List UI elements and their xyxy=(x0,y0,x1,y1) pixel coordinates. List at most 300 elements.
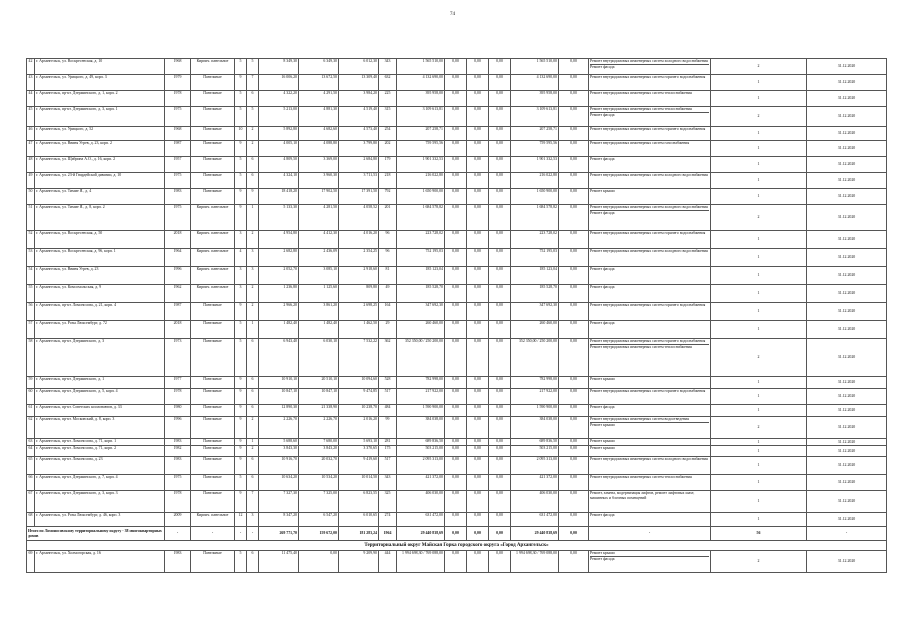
year-cell: 1973 xyxy=(165,339,191,377)
works-cell xyxy=(589,417,711,439)
total-cost-cell: 689 836,50 xyxy=(397,439,445,446)
district-header: Территориальный округ Майская Горка городского округа «Город Архангельск» xyxy=(27,541,887,551)
owners-funds-cell: 1 994 698,30 / 769 088,00 xyxy=(511,551,559,573)
entrances-cell: 5 xyxy=(247,59,259,75)
row-number: 65 xyxy=(27,457,35,475)
other-cost-cell: 0,00 xyxy=(559,157,589,173)
works-cell xyxy=(589,107,711,127)
works-cell xyxy=(589,513,711,527)
address-cell: г. Архангельск, пр-кт. Дзержинского, д. 3, корп. 3 xyxy=(35,491,165,513)
floors-cell: 5 xyxy=(235,475,247,491)
wall-material-cell: Кирпич. панельное xyxy=(191,59,235,75)
work-item: Ремонт фасада xyxy=(590,321,615,325)
fund-cell: 0,00 xyxy=(445,457,467,475)
deadline-cell: 31.12.2020 xyxy=(807,285,887,303)
deadline-cell: 31.12.2020 xyxy=(807,457,887,475)
other-cost-cell: 0,00 xyxy=(559,59,589,75)
row-number: 47 xyxy=(27,141,35,157)
summary-res-cell: 1964 xyxy=(379,527,397,541)
floors-cell: 9 xyxy=(235,491,247,513)
table-row xyxy=(27,267,887,285)
residents-cell: 315 xyxy=(379,107,397,127)
living-area-cell: 4 291,50 xyxy=(299,91,339,107)
other-cost-cell: 0,00 xyxy=(559,231,589,249)
wall-material-cell: Панельные xyxy=(191,173,235,189)
works-cell xyxy=(589,475,711,491)
floors-cell: 10 xyxy=(235,127,247,141)
page-number: 74 xyxy=(450,12,455,17)
floors-cell: 4 xyxy=(235,249,247,267)
wall-material-cell: Кирпич. панельное xyxy=(191,267,235,285)
other-cost-cell: 0,00 xyxy=(559,249,589,267)
table-row xyxy=(27,249,887,267)
residents-cell: 484 xyxy=(379,405,397,417)
fund-cell: 0,00 xyxy=(445,231,467,249)
work-item: Ремонт крыши xyxy=(590,189,615,193)
table-row xyxy=(27,439,887,446)
work-item: Ремонт крыши xyxy=(590,439,615,443)
owners-funds-cell: 406 030,00 xyxy=(511,491,559,513)
living-area-cell: 1 125,60 xyxy=(299,285,339,303)
other-cost-cell: 0,00 xyxy=(559,91,589,107)
work-count-cell: 1 xyxy=(711,127,807,141)
entrances-cell: 3 xyxy=(247,513,259,527)
address-cell: г. Архангельск, ул. Холмогорская, д. 16 xyxy=(35,551,165,573)
residents-cell: 81 xyxy=(379,267,397,285)
entrances-cell: 2 xyxy=(247,303,259,321)
deadline-cell: 31.12.2020 xyxy=(807,249,887,267)
owned-area-cell: 6 010,65 xyxy=(339,513,379,527)
total-cost-cell: 207 258,71 xyxy=(397,127,445,141)
work-item: Ремонт внутридомовых инженерных систем холодного водоснабжения xyxy=(590,249,708,253)
total-area-cell: 6 943,40 xyxy=(259,339,299,377)
work-count-cell: 1 xyxy=(711,321,807,339)
living-area-cell: 4 412,30 xyxy=(299,231,339,249)
regional-budget-cell: 0,00 xyxy=(467,205,489,231)
wall-material-cell: Панельные xyxy=(191,127,235,141)
total-cost-cell: 216 022,80 xyxy=(397,173,445,189)
row-number: 64 xyxy=(27,446,35,457)
year-cell: 1979 xyxy=(165,75,191,91)
other-cost-cell: 0,00 xyxy=(559,75,589,91)
deadline-cell: 31.12.2020 xyxy=(807,513,887,527)
residents-cell: 201 xyxy=(379,205,397,231)
entrances-cell: 2 xyxy=(247,446,259,457)
address-cell: г. Архангельск, пр-кт. Ломоносова, д. 23 xyxy=(35,457,165,475)
address-cell: г. Архангельск, ул. Розы Люксембург, д. 72 xyxy=(35,321,165,339)
wall-material-cell: Панельные xyxy=(191,303,235,321)
regional-budget-cell: 0,00 xyxy=(467,141,489,157)
owned-area-cell: 10 094,60 xyxy=(339,377,379,389)
total-area-cell: 2 682,80 xyxy=(259,249,299,267)
owners-funds-cell: 384 038,00 xyxy=(511,417,559,439)
other-cost-cell: 0,00 xyxy=(559,513,589,527)
row-number: 62 xyxy=(27,417,35,439)
total-cost-cell: 347 692,30 xyxy=(397,303,445,321)
owners-funds-cell: 782 998,00 xyxy=(511,377,559,389)
total-area-cell: 10 910,10 xyxy=(259,377,299,389)
works-cell xyxy=(589,205,711,231)
owners-funds-cell: 216 022,80 xyxy=(511,173,559,189)
wall-material-cell: Панельные xyxy=(191,457,235,475)
table-row xyxy=(27,321,887,339)
deadline-cell: 31.12.2020 xyxy=(807,59,887,75)
wall-material-cell: Панельные xyxy=(191,446,235,457)
work-count-cell: 1 xyxy=(711,491,807,513)
work-count-cell: 1 xyxy=(711,157,807,173)
deadline-cell: 31.12.2020 xyxy=(807,127,887,141)
summary-date-cell: - xyxy=(807,527,887,541)
work-count-cell: 1 xyxy=(711,439,807,446)
table-row xyxy=(27,205,887,231)
local-budget-cell: 0,00 xyxy=(489,205,511,231)
address-cell: г. Архангельск, ул. Урицкого, д. 52 xyxy=(35,127,165,141)
table-row xyxy=(27,231,887,249)
regional-budget-cell: 0,00 xyxy=(467,439,489,446)
work-item: Ремонт, замена, модернизация лифтов, ремонт лифтовых шахт, машинных и блочных помещений xyxy=(590,491,695,500)
work-count-cell: 2 xyxy=(711,417,807,439)
regional-budget-cell: 0,00 xyxy=(467,457,489,475)
work-count-cell: 1 xyxy=(711,457,807,475)
total-cost-cell: 352 350,00 / 250 200,00 xyxy=(397,339,445,377)
year-cell: 1968 xyxy=(165,59,191,75)
fund-cell: 0,00 xyxy=(445,405,467,417)
floors-cell: 9 xyxy=(235,205,247,231)
table-row xyxy=(27,59,887,75)
entrances-cell: 6 xyxy=(247,457,259,475)
total-area-cell: 5 213,00 xyxy=(259,107,299,127)
owned-area-cell: 3 711,53 xyxy=(339,173,379,189)
deadline-cell: 31.12.2020 xyxy=(807,267,887,285)
wall-material-cell: Кирпич. панельное xyxy=(191,205,235,231)
summary-fl-cell: - xyxy=(235,527,247,541)
address-cell: г. Архангельск, ул. Комсомольская, д. 9 xyxy=(35,285,165,303)
fund-cell: 0,00 xyxy=(445,513,467,527)
total-cost-cell: 185 528,70 xyxy=(397,285,445,303)
table-row xyxy=(27,91,887,107)
wall-material-cell: Панельные xyxy=(191,107,235,127)
living-area-cell: 4 281,50 xyxy=(299,205,339,231)
fund-cell: 0,00 xyxy=(445,157,467,173)
residents-cell: 218 xyxy=(379,173,397,189)
year-cell: 1983 xyxy=(165,439,191,446)
living-area-cell: 10 847,10 xyxy=(299,389,339,405)
other-cost-cell: 0,00 xyxy=(559,457,589,475)
table-row xyxy=(27,189,887,205)
work-item: Ремонт фасада xyxy=(590,556,709,562)
local-budget-cell: 0,00 xyxy=(489,389,511,405)
wall-material-cell: Кирпич. панельное xyxy=(191,249,235,267)
living-area-cell: 4 881,30 xyxy=(299,107,339,127)
work-count-cell: 1 xyxy=(711,475,807,491)
deadline-cell: 31.12.2020 xyxy=(807,75,887,91)
fund-cell: 0,00 xyxy=(445,551,467,573)
address-cell: г. Архангельск, пр-кт. Дзержинского, д. 5, корп. 4 xyxy=(35,389,165,405)
floors-cell: 9 xyxy=(235,389,247,405)
summary-k-cell: 56 xyxy=(711,527,807,541)
work-count-cell: 1 xyxy=(711,389,807,405)
entrances-cell: 2 xyxy=(247,127,259,141)
wall-material-cell: Панельные xyxy=(191,491,235,513)
year-cell: 1983 xyxy=(165,189,191,205)
wall-material-cell: Кирпич. панельное xyxy=(191,285,235,303)
deadline-cell: 31.12.2020 xyxy=(807,231,887,249)
floors-cell: 9 xyxy=(235,189,247,205)
works-cell xyxy=(589,377,711,389)
total-area-cell: 4 322,20 xyxy=(259,91,299,107)
work-item: Ремонт внутридомовых инженерных систем теплоснабжения xyxy=(590,91,692,95)
regional-budget-cell: 0,00 xyxy=(467,157,489,173)
total-cost-cell: 1 684 578,82 xyxy=(397,205,445,231)
work-count-cell: 2 xyxy=(711,339,807,377)
year-cell: 2009 xyxy=(165,513,191,527)
wall-material-cell: Панельные xyxy=(191,551,235,573)
year-cell: 1987 xyxy=(165,141,191,157)
row-number: 61 xyxy=(27,405,35,417)
owners-funds-cell: 1 684 578,82 xyxy=(511,205,559,231)
address-cell: г. Архангельск, пр-кт. Ломоносова, д. 21, корп. 4 xyxy=(35,303,165,321)
owners-funds-cell: 689 836,50 xyxy=(511,439,559,446)
row-number: 48 xyxy=(27,157,35,173)
year-cell: 1968 xyxy=(165,127,191,141)
owned-area-cell: 3 799,80 xyxy=(339,141,379,157)
works-cell xyxy=(589,446,711,457)
works-cell xyxy=(589,303,711,321)
entrances-cell: 1 xyxy=(247,439,259,446)
total-area-cell: 10 847,10 xyxy=(259,389,299,405)
row-number: 49 xyxy=(27,173,35,189)
entrances-cell: 6 xyxy=(247,389,259,405)
summary-label: Итого по Ломоносовскому территориальному округу - 38 многоквартирных домов xyxy=(27,527,165,541)
table-row xyxy=(27,303,887,321)
local-budget-cell: 0,00 xyxy=(489,189,511,205)
residents-cell: 517 xyxy=(379,389,397,405)
work-item: Ремонт фасада xyxy=(590,267,615,271)
local-budget-cell: 0,00 xyxy=(489,551,511,573)
row-number: 68 xyxy=(27,513,35,527)
entrances-cell: 1 xyxy=(247,205,259,231)
year-cell: 1962 xyxy=(165,285,191,303)
owners-funds-cell: 217 922,00 xyxy=(511,389,559,405)
row-number: 50 xyxy=(27,189,35,205)
local-budget-cell: 0,00 xyxy=(489,59,511,75)
regional-budget-cell: 0,00 xyxy=(467,405,489,417)
owned-area-cell: 4 058,52 xyxy=(339,205,379,231)
total-area-cell: 1 236,80 xyxy=(259,285,299,303)
other-cost-cell: 0,00 xyxy=(559,107,589,127)
owned-area-cell: 10 014,50 xyxy=(339,475,379,491)
owned-area-cell: 3 984,20 xyxy=(339,91,379,107)
row-number: 42 xyxy=(27,59,35,75)
other-cost-cell: 0,00 xyxy=(559,417,589,439)
address-cell: г. Архангельск, пр-кт. Дзержинского, д. 3, корп. 1 xyxy=(35,107,165,127)
local-budget-cell: 0,00 xyxy=(489,285,511,303)
floors-cell: 9 xyxy=(235,439,247,446)
year-cell: 1978 xyxy=(165,491,191,513)
fund-cell: 0,00 xyxy=(445,75,467,91)
year-cell: 1996 xyxy=(165,267,191,285)
owned-area-cell: 17 391,50 xyxy=(339,189,379,205)
total-area-cell: 12 890,30 xyxy=(259,405,299,417)
deadline-cell: 31.12.2020 xyxy=(807,303,887,321)
local-budget-cell: 0,00 xyxy=(489,439,511,446)
fund-cell: 0,00 xyxy=(445,249,467,267)
work-item: Ремонт крыши xyxy=(590,551,615,555)
total-area-cell: 2 966,20 xyxy=(259,303,299,321)
residents-cell: 96 xyxy=(379,249,397,267)
total-area-cell: 10 634,20 xyxy=(259,475,299,491)
work-count-cell: 1 xyxy=(711,377,807,389)
total-cost-cell: 2 095 313,00 xyxy=(397,457,445,475)
total-area-cell: 5 892,80 xyxy=(259,127,299,141)
entrances-cell: 6 xyxy=(247,173,259,189)
owned-area-cell: 2 918,60 xyxy=(339,267,379,285)
work-item: Ремонт внутридомовых инженерных систем теплоснабжения xyxy=(590,344,709,350)
deadline-cell: 31.12.2020 xyxy=(807,439,887,446)
deadline-cell: 31.12.2020 xyxy=(807,551,887,573)
year-cell: 1982 xyxy=(165,446,191,457)
local-budget-cell: 0,00 xyxy=(489,475,511,491)
entrances-cell: 6 xyxy=(247,157,259,173)
table-row xyxy=(27,285,887,303)
fund-cell: 0,00 xyxy=(445,127,467,141)
deadline-cell: 31.12.2020 xyxy=(807,157,887,173)
address-cell: г. Архангельск, ул. Щабрина А.О., д. 16, корп. 2 xyxy=(35,157,165,173)
district-header-row xyxy=(27,541,887,551)
work-item: Ремонт крыши xyxy=(590,377,615,381)
works-cell xyxy=(589,249,711,267)
regional-budget-cell: 0,00 xyxy=(467,321,489,339)
floors-cell: 5 xyxy=(235,59,247,75)
regional-budget-cell: 0,00 xyxy=(467,285,489,303)
owners-funds-cell: 260 460,00 xyxy=(511,321,559,339)
owners-funds-cell: 352 350,00 / 250 200,00 xyxy=(511,339,559,377)
works-cell xyxy=(589,141,711,157)
summary-total-cell: 29 440 838,69 xyxy=(397,527,445,541)
other-cost-cell: 0,00 xyxy=(559,303,589,321)
living-area-cell: 3 843,20 xyxy=(299,446,339,457)
owned-area-cell: 7 532,22 xyxy=(339,339,379,377)
work-count-cell: 1 xyxy=(711,405,807,417)
floors-cell: 5 xyxy=(235,339,247,377)
wall-material-cell: Кирпич. панельное xyxy=(191,513,235,527)
local-budget-cell: 0,00 xyxy=(489,321,511,339)
local-budget-cell: 0,00 xyxy=(489,157,511,173)
entrances-cell: 2 xyxy=(247,285,259,303)
row-number: 66 xyxy=(27,475,35,491)
summary-year-cell: - xyxy=(165,527,191,541)
floors-cell: 9 xyxy=(235,303,247,321)
work-item: Ремонт фасада xyxy=(590,112,709,118)
total-cost-cell: 395 958,00 xyxy=(397,91,445,107)
summary-oth-cell: 0,00 xyxy=(559,527,589,541)
owners-funds-cell: 631 472,00 xyxy=(511,513,559,527)
works-cell xyxy=(589,267,711,285)
total-area-cell: 4 005,10 xyxy=(259,141,299,157)
work-count-cell: 2 xyxy=(711,551,807,573)
total-area-cell: 7 327,30 xyxy=(259,491,299,513)
table-row xyxy=(27,127,887,141)
works-cell xyxy=(589,439,711,446)
fund-cell: 0,00 xyxy=(445,446,467,457)
work-item: Ремонт внутридомовых инженерных систем холодного водоснабжения xyxy=(590,205,708,209)
living-area-cell: 3 369,00 xyxy=(299,157,339,173)
living-area-cell: 4 682,60 xyxy=(299,127,339,141)
total-cost-cell: 384 038,00 xyxy=(397,417,445,439)
living-area-cell: 21 338,90 xyxy=(299,405,339,417)
entrances-cell: 2 xyxy=(247,141,259,157)
summary-f1-cell: 0,00 xyxy=(445,527,467,541)
living-area-cell: 3 085,10 xyxy=(299,267,339,285)
total-cost-cell: 217 922,00 xyxy=(397,389,445,405)
total-area-cell: 18 418,20 xyxy=(259,189,299,205)
wall-material-cell: Панельные xyxy=(191,417,235,439)
residents-cell: 96 xyxy=(379,231,397,249)
other-cost-cell: 0,00 xyxy=(559,339,589,377)
residents-cell: 225 xyxy=(379,91,397,107)
local-budget-cell: 0,00 xyxy=(489,377,511,389)
other-cost-cell: 0,00 xyxy=(559,285,589,303)
fund-cell: 0,00 xyxy=(445,285,467,303)
entrances-cell: 7 xyxy=(247,491,259,513)
residents-cell: 175 xyxy=(379,446,397,457)
entrances-cell: 6 xyxy=(247,339,259,377)
works-cell xyxy=(589,173,711,189)
work-item: Ремонт внутридомовых инженерных систем горячего водоснабжения xyxy=(590,75,706,79)
owners-funds-cell: 207 258,71 xyxy=(511,127,559,141)
row-number: 55 xyxy=(27,285,35,303)
living-area-cell: 6 030,10 xyxy=(299,339,339,377)
total-cost-cell: 185 123,04 xyxy=(397,267,445,285)
living-area-cell: 3 960,30 xyxy=(299,173,339,189)
works-cell xyxy=(589,75,711,91)
owned-area-cell: 4 016,20 xyxy=(339,231,379,249)
owned-area-cell: 4 573,40 xyxy=(339,127,379,141)
work-count-cell: 1 xyxy=(711,267,807,285)
work-count-cell: 1 xyxy=(711,75,807,91)
fund-cell: 0,00 xyxy=(445,189,467,205)
regional-budget-cell: 0,00 xyxy=(467,91,489,107)
address-cell: г. Архангельск, ул. 23-й Гвардейской дивизии, д. 10 xyxy=(35,173,165,189)
table-row xyxy=(27,389,887,405)
row-number: 52 xyxy=(27,231,35,249)
fund-cell: 0,00 xyxy=(445,303,467,321)
regional-budget-cell: 0,00 xyxy=(467,513,489,527)
floors-cell: 9 xyxy=(235,446,247,457)
residents-cell: 29 xyxy=(379,321,397,339)
living-area-cell: 1 482,40 xyxy=(299,321,339,339)
work-count-cell: 1 xyxy=(711,303,807,321)
local-budget-cell: 0,00 xyxy=(489,267,511,285)
works-cell xyxy=(589,231,711,249)
table-row xyxy=(27,475,887,491)
local-budget-cell: 0,00 xyxy=(489,513,511,527)
work-count-cell: 2 xyxy=(711,205,807,231)
owned-area-cell: 5 693,10 xyxy=(339,439,379,446)
table-row xyxy=(27,551,887,573)
table-body xyxy=(27,59,887,573)
entrances-cell: 9 xyxy=(247,189,259,205)
regional-budget-cell: 0,00 xyxy=(467,475,489,491)
other-cost-cell: 0,00 xyxy=(559,389,589,405)
deadline-cell: 31.12.2020 xyxy=(807,205,887,231)
table-row xyxy=(27,141,887,157)
work-item: Ремонт фасада xyxy=(590,210,709,216)
total-cost-cell: 752 195,03 xyxy=(397,249,445,267)
address-cell: г. Архангельск, ул. Тимме Я., д. 8, корп. 2 xyxy=(35,205,165,231)
owned-area-cell: 9 209,90 xyxy=(339,551,379,573)
summary-ent-cell: - xyxy=(247,527,259,541)
